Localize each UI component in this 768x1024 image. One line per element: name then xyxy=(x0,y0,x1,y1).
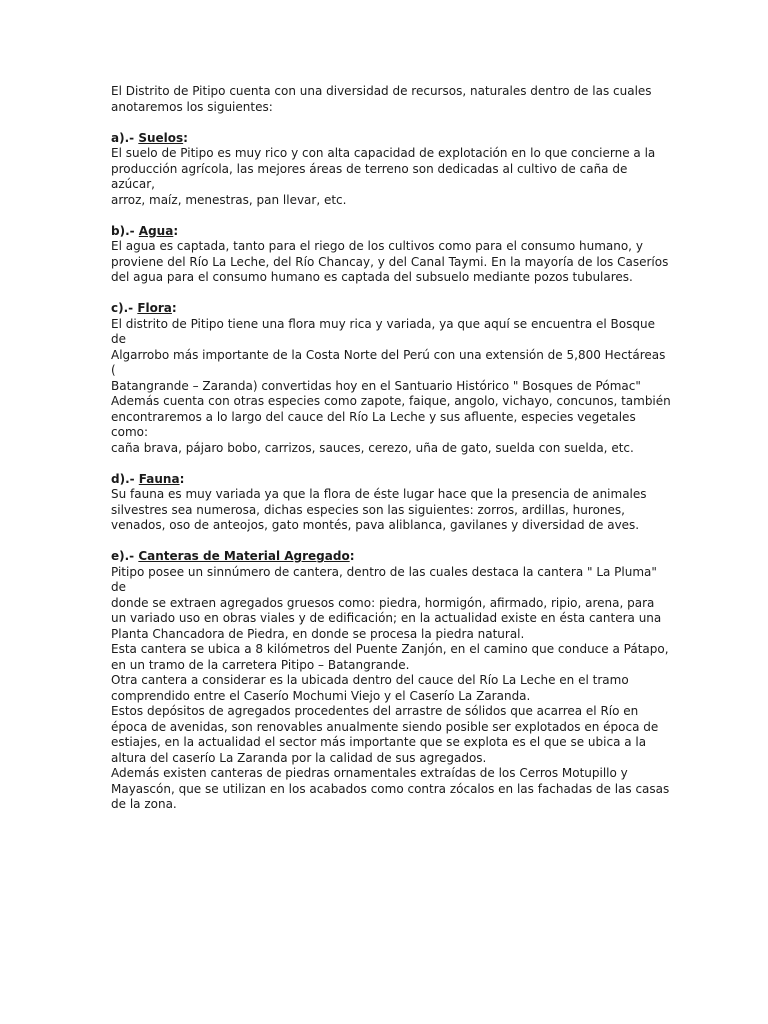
section-colon: : xyxy=(171,301,177,315)
section-fauna xyxy=(111,472,671,534)
section-canteras xyxy=(111,549,671,813)
section-title: Canteras de Material Agregado xyxy=(138,549,350,563)
section-prefix: e).- xyxy=(111,549,139,563)
section-colon: : xyxy=(183,130,188,145)
section-title: Fauna xyxy=(138,471,180,486)
section-colon: : xyxy=(179,471,185,486)
section-agua xyxy=(111,224,671,286)
section-body-suelos: El suelo de Pitipo es muy rico y con alta capacidad de explotación en lo que concierne a la producción agrícola, las mejores áreas de terreno son dedicadas al cultivo de caña de azúcar, arroz, maíz, menestras, pan llevar, etc. xyxy=(111,146,656,207)
section-colon: : xyxy=(173,223,179,238)
section-suelos xyxy=(111,131,671,209)
intro-paragraph: El Distrito de Pitipo cuenta con una diversidad de recursos, naturales dentro de las cuales anotaremos los siguientes: xyxy=(111,84,652,114)
section-body-canteras: Pitipo posee un sinnúmero de cantera, dentro de las cuales destaca la cantera " La Pluma" de donde se extraen agregados gruesos como: piedra, hormigón, afirmado, ripio, arena, para un variado uso en obras viales y de edificación; en la actualidad existe en ésta cantera una Planta Chancadora de Piedra, en donde se procesa la piedra natural. Esta cantera se ubica a 8 kilómetros del Puente Zanjón, en el camino que conduce a Pátapo, en un tramo de la carretera Pitipo – Batangrande. Otra cantera a considerar es la ubicada dentro del cauce del Río La Leche en el tramo comprendido entre el Caserío Mochumi Viejo y el Caserío La Zaranda. Estos depósitos de agregados procedentes del arrastre de sólidos que acarrea el Río en época de avenidas, son renovables anualmente siendo posible ser explotados en época de estiajes, en la actualidad el sector más importante que se explota es el que se ubica a la altura del caserío La Zaranda por la calidad de sus agregados. Además existen canteras de piedras ornamentales extraídas de los Cerros Motupillo y Mayascón, que se utilizan en los acabados como contra zócalos en las fachadas de las casas de la zona. xyxy=(111,564,670,811)
section-flora xyxy=(111,301,671,456)
section-heading-fauna xyxy=(111,472,671,488)
section-body-flora: El distrito de Pitipo tiene una flora muy rica y variada, ya que aquí se encuentra el Bosque de Algarrobo más importante de la Costa Norte del Perú con una extensión de 5,800 Hectáreas ( Batangrande – Zaranda) convertidas hoy en el Santuario Histórico " Bosques de Pómac" Además cuenta con otras especies como zapote, faique, angolo, vichayo, concunos, también encontraremos a lo largo del cauce del Río La Leche y sus afluente, especies vegetales como: caña brava, pájaro bobo, carrizos, sauces, cerezo, uña de gato, suelda con suelda, etc. xyxy=(111,316,671,455)
section-prefix: a).- xyxy=(111,130,139,145)
section-title: Suelos xyxy=(138,130,184,145)
document-page xyxy=(111,84,671,813)
section-prefix: b).- xyxy=(111,223,139,238)
section-prefix: d).- xyxy=(111,471,139,486)
section-heading-suelos xyxy=(111,131,671,147)
section-prefix: c).- xyxy=(111,301,138,315)
section-colon: : xyxy=(349,549,355,563)
section-title: Agua xyxy=(138,223,174,238)
section-heading-flora xyxy=(111,301,671,317)
section-heading-canteras xyxy=(111,549,671,565)
section-title: Flora xyxy=(137,301,172,315)
section-body-agua: El agua es captada, tanto para el riego de los cultivos como para el consumo humano, y proviene del Río La Leche, del Río Chancay, y del Canal Taymi. En la mayoría de los Caseríos del agua para el consumo humano es captada del subsuelo mediante pozos tubulares. xyxy=(111,239,669,284)
section-body-fauna: Su fauna es muy variada ya que la flora de éste lugar hace que la presencia de animales silvestres sea numerosa, dichas especies son las siguientes: zorros, ardillas, hurones, venados, oso de anteojos, gato montés, pava aliblanca, gavilanes y diversidad de aves. xyxy=(111,487,647,532)
section-heading-agua xyxy=(111,224,671,240)
